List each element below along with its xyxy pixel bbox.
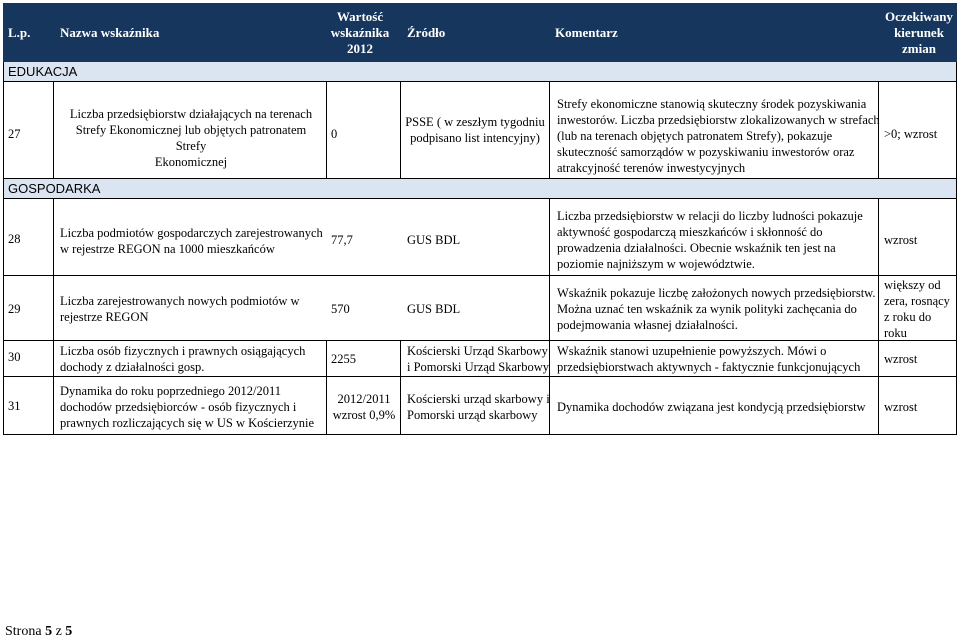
header-value: Wartość wskaźnika 2012 bbox=[330, 9, 390, 56]
row-source: GUS BDL bbox=[407, 233, 461, 247]
row-comment: Wskaźnik stanowi uzupełnienie powyższych. Mówi o przedsiębiorstwach aktywnych - faktycznie funkcjonujących bbox=[557, 344, 861, 374]
row-name: Liczba zarejestrowanych nowych podmiotów w rejestrze REGON bbox=[60, 294, 300, 324]
section-education bbox=[3, 62, 957, 82]
row-trend: większy od zera, rosnący z roku do roku bbox=[884, 278, 950, 340]
row-source: Kościerski Urząd Skarbowy i Pomorski Urząd Skarbowy bbox=[407, 344, 549, 374]
header-source: Źródło bbox=[407, 25, 446, 40]
row-lp: 28 bbox=[8, 232, 21, 246]
header-comment: Komentarz bbox=[555, 25, 618, 40]
row-source: Kościerski urząd skarbowy i Pomorski urząd skarbowy bbox=[407, 392, 550, 422]
row-comment: Wskaźnik pokazuje liczbę założonych nowych przedsiębiorstw. Można uznać ten wskaźnik za wynik polityki zachęcania do podejmowania własnej działalności. bbox=[557, 286, 876, 332]
row-lp: 30 bbox=[8, 350, 21, 364]
page-footer-prefix: Strona bbox=[5, 624, 46, 639]
row-value: 2255 bbox=[331, 352, 356, 366]
row-value: 2012/2011 wzrost 0,9% bbox=[332, 392, 396, 422]
row-trend: wzrost bbox=[884, 233, 918, 247]
row-value: 77,7 bbox=[331, 233, 353, 247]
row-name: Liczba podmiotów gospodarczych zarejestrowanych w rejestrze REGON na 1000 mieszkańców bbox=[60, 226, 323, 256]
header-trend: Oczekiwany kierunek zmian bbox=[885, 9, 953, 56]
page-footer-of: z bbox=[52, 624, 66, 639]
section-economy-label: GOSPODARKA bbox=[8, 181, 101, 196]
row-source: PSSE ( w zeszłym tygodniu podpisano list intencyjny) bbox=[405, 115, 545, 145]
row-value: 570 bbox=[331, 302, 350, 316]
row-value: 0 bbox=[331, 127, 338, 141]
row-lp: 31 bbox=[8, 399, 21, 413]
row-trend: wzrost bbox=[884, 400, 918, 414]
row-name: Liczba przedsiębiorstw działających na terenach Strefy Ekonomicznej lub objętych patronatem Strefy Ekonomicznej bbox=[69, 107, 313, 169]
row-comment: Strefy ekonomiczne stanowią skuteczny środek pozyskiwania inwestorów. Liczba przedsiębiorstw zlokalizowanych w strefach (lub na terenach objętych patronatem Strefy), pokazuje skuteczność samorządów w pozyskiwaniu inwestorów oraz atrakcyjność terenów inwestycyjnych bbox=[557, 97, 880, 175]
row-lp: 27 bbox=[8, 127, 21, 141]
row-trend: wzrost bbox=[884, 352, 918, 366]
section-economy bbox=[3, 179, 957, 199]
section-education-label: EDUKACJA bbox=[8, 64, 78, 79]
row-source: GUS BDL bbox=[407, 302, 461, 316]
row-trend: >0; wzrost bbox=[884, 127, 938, 141]
page-total: 5 bbox=[65, 624, 73, 639]
header-name: Nazwa wskaźnika bbox=[60, 25, 160, 40]
row-comment: Dynamika dochodów związana jest kondycją przedsiębiorstw bbox=[557, 400, 866, 414]
page-footer bbox=[5, 624, 72, 640]
row-lp: 29 bbox=[8, 302, 21, 316]
row-name: Dynamika do roku poprzedniego 2012/2011 dochodów przedsiębiorców - osób fizycznych i prawnych rozliczających się w US w Kościerzynie bbox=[60, 384, 315, 430]
header-lp: L.p. bbox=[8, 25, 31, 40]
row-name: Liczba osób fizycznych i prawnych osiągających dochody z działalności gosp. bbox=[60, 344, 306, 374]
row-comment: Liczba przedsiębiorstw w relacji do liczby ludności pokazuje aktywność gospodarczą mieszkańców i skłonność do prowadzenia działalności. Obecnie wskaźnik ten jest na poziomie najniższym w województwie. bbox=[557, 209, 863, 271]
page-number: 5 bbox=[45, 624, 53, 639]
